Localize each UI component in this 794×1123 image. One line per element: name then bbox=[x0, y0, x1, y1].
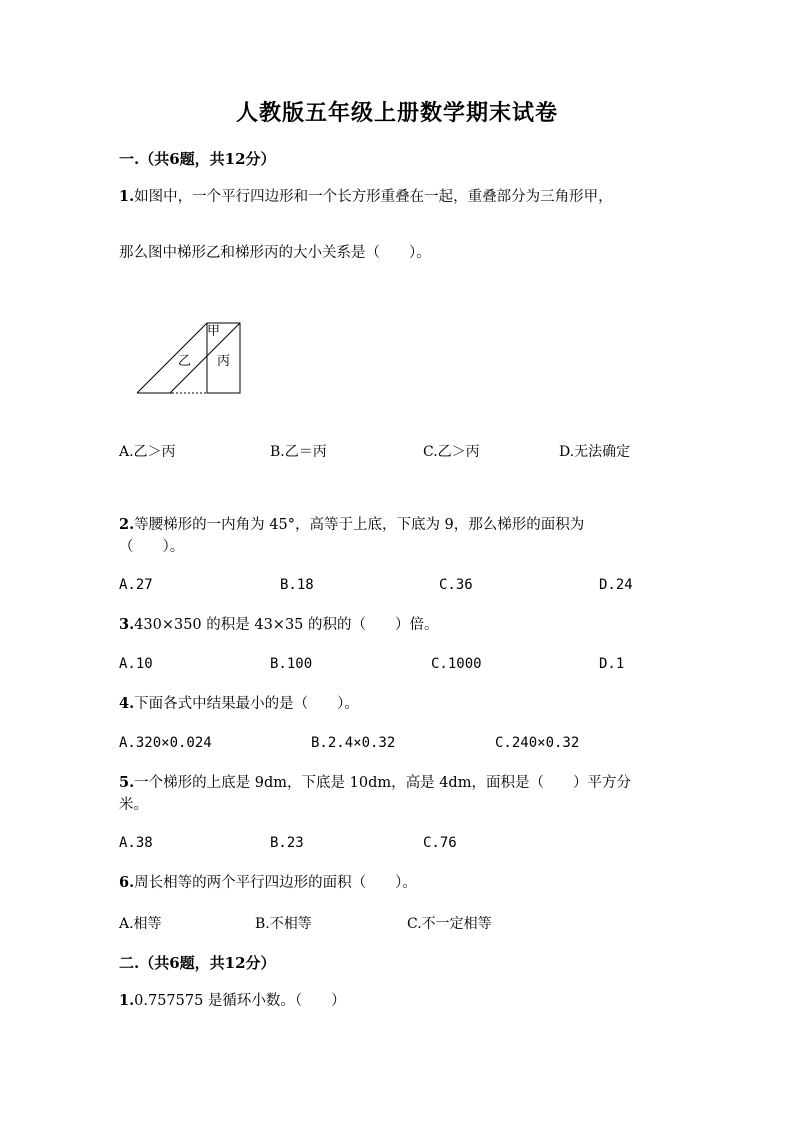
question-1-5-continued: 米。 bbox=[119, 797, 148, 813]
question-2-1 bbox=[119, 990, 346, 1012]
option-c: C.76 bbox=[423, 835, 457, 851]
question-1-1 bbox=[119, 186, 613, 208]
question-number: 5. bbox=[119, 774, 135, 791]
option-b: B.2.4×0.32 bbox=[311, 735, 396, 751]
option-a: A.相等 bbox=[119, 916, 162, 932]
exam-title: 人教版五年级上册数学期末试卷 bbox=[235, 100, 558, 126]
section-1-header: 一.（共6题，共12分） bbox=[119, 150, 276, 168]
parallelogram-left-edge bbox=[137, 323, 207, 393]
option-c: C.不一定相等 bbox=[407, 916, 492, 932]
question-text: 下面各式中结果最小的是（ ）。 bbox=[134, 696, 359, 712]
option-b: B.100 bbox=[270, 656, 313, 672]
question-number: 1. bbox=[119, 992, 135, 1009]
option-c: C.1000 bbox=[431, 656, 482, 672]
question-1-5 bbox=[119, 772, 631, 794]
option-a: A.10 bbox=[119, 656, 153, 672]
question-1-4 bbox=[119, 693, 359, 715]
label-bing: 丙 bbox=[217, 354, 231, 369]
option-a: A.320×0.024 bbox=[119, 735, 212, 751]
question-number: 1. bbox=[119, 188, 135, 205]
question-1-2 bbox=[119, 514, 584, 536]
question-text: 430×350 的积是 43×35 的积的（ ）倍。 bbox=[134, 617, 439, 633]
parallelogram-rectangle-diagram bbox=[132, 318, 252, 398]
label-yi: 乙 bbox=[178, 354, 192, 369]
label-jia: 甲 bbox=[207, 324, 221, 339]
question-text: 等腰梯形的一内角为 45°，高等于上底，下底为 9，那么梯形的面积为 bbox=[134, 517, 585, 533]
question-1-2-continued: （ ）。 bbox=[119, 539, 185, 555]
question-number: 4. bbox=[119, 695, 135, 712]
option-c: C.36 bbox=[439, 577, 473, 593]
question-number: 3. bbox=[119, 616, 135, 633]
option-d: D.24 bbox=[599, 577, 633, 593]
option-b: B.18 bbox=[280, 577, 314, 593]
question-text: 如图中，一个平行四边形和一个长方形重叠在一起，重叠部分为三角形甲， bbox=[134, 189, 613, 205]
option-b: B.不相等 bbox=[255, 916, 312, 932]
section-2-header: 二.（共6题，共12分） bbox=[119, 954, 276, 972]
question-number: 2. bbox=[119, 516, 135, 533]
question-1-6 bbox=[119, 872, 417, 894]
question-number: 6. bbox=[119, 874, 135, 891]
option-a: A.27 bbox=[119, 577, 153, 593]
option-b: B.23 bbox=[270, 835, 304, 851]
overlap-figure bbox=[132, 318, 252, 398]
question-text: 0.757575 是循环小数。（ ） bbox=[134, 993, 346, 1009]
option-d: D.无法确定 bbox=[559, 444, 631, 460]
option-b: B.乙＝丙 bbox=[270, 444, 327, 460]
option-c: C.乙＞丙 bbox=[423, 444, 480, 460]
question-text: 周长相等的两个平行四边形的面积（ ）。 bbox=[134, 875, 417, 891]
question-1-3 bbox=[119, 614, 439, 636]
option-c: C.240×0.32 bbox=[495, 735, 580, 751]
question-1-1-continued: 那么图中梯形乙和梯形丙的大小关系是（ ）。 bbox=[119, 245, 431, 261]
question-text: 一个梯形的上底是 9dm，下底是 10dm，高是 4dm，面积是（ ）平方分 bbox=[134, 775, 631, 791]
option-a: A.乙＞丙 bbox=[119, 444, 176, 460]
option-d: D.1 bbox=[599, 656, 625, 672]
option-a: A.38 bbox=[119, 835, 153, 851]
